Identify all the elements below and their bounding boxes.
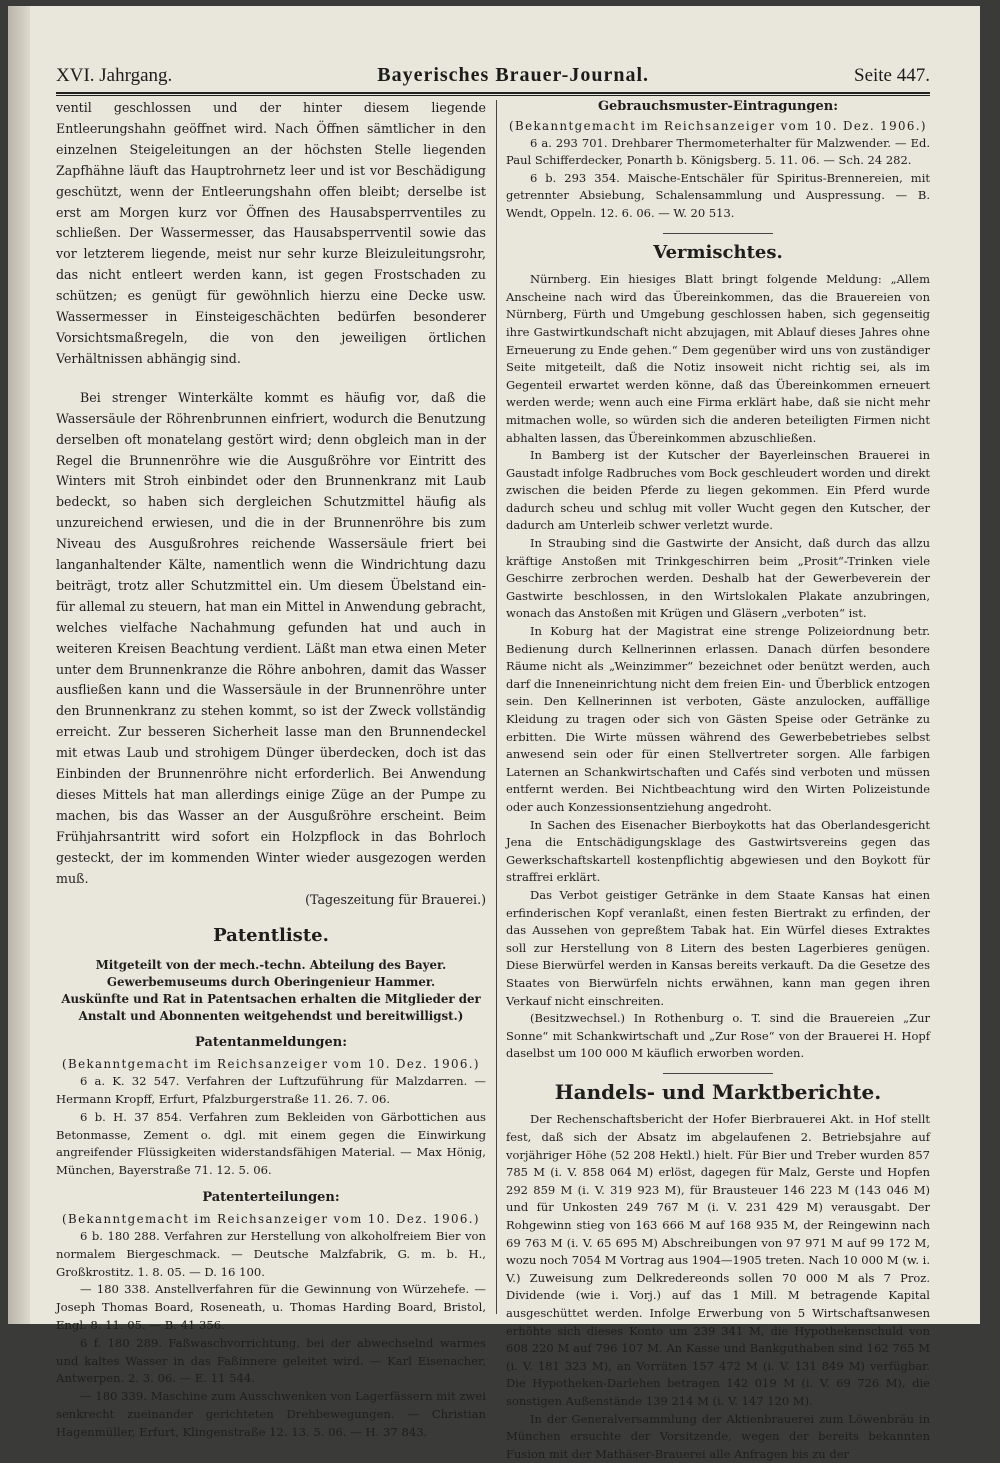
article-source-credit: (Tageszeitung für Brauerei.)	[305, 891, 486, 907]
page-binding-edge	[8, 6, 30, 1324]
column-divider	[496, 100, 497, 1314]
article-paragraph-1: ventil geschlossen und der hinter diesem liegende Entleerungshahn geöffnet wird. Nach Öffnen sämtlicher in den einzelnen Steigeleitungen an der höchsten Stelle liegenden Zapfhähne läuft das Hauptrohrnetz leer und ist vor Beschädigung geschützt, wenn der Entleerungshahn offen bleibt; derselbe ist erst am Morgen kurz vor Öffnen des Hausabsperrventiles zu schließen. Der Wassermesser, das Hausabsperrventil sowie das vor letzterem liegende, meist nur sehr kurze Bleizuleitungsrohr, das nicht entleert werden kann, ist gegen Frostschaden zu schützen; es genügt für gewöhnlich hierzu eine Decke usw. Wassermesser in Einsteigeschächten bedürfen besonderer Vorsichtsmaßregeln, die von den jeweiligen örtlichen Verhältnissen abhängig sind.	[56, 100, 486, 366]
article-paragraph-2: Bei strenger Winterkälte kommt es häufig vor, daß die Wassersäule der Röhrenbrunnen einfriert, wodurch die Benutzung derselben oft monatelang gestört wird; denn obgleich man in der Regel die Brunnenröhre wie die Ausgußröhre vor Eintritt des Winters mit Stroh einbindet oder den Brunnenkranz mit Laub bedeckt, so haben sich dergleichen Schutzmittel häufig als unzureichend erwiesen, und die in der Brunnenröhre bis zum Niveau des Ausgußrohres reichende Wassersäule friert bei langanhaltender Kälte, namentlich wenn die Windrichtung dazu beiträgt, trotz aller Schutzmittel ein. Um diesem Übelstand ein- für allemal zu steuern, hat man ein Mittel in Anwendung gebracht, welches vielfache Nachahmung gefunden hat und auch in weiteren Kreisen Beachtung verdient. Läßt man etwa einen Meter unter dem Brunnenkranze die Röhre anbohren, damit das Wasser ausfließen kann und die Wassersäule in der Brunnenröhre unter den Brunnenkranz zu stehen kommt, so ist der Zweck vollständig erreicht. Zur besseren Sicherheit lasse man den Brunnendeckel mit etwas Laub und strohigem Dünger überdecken, doch ist das Einbinden der Brunnenröhre nicht erforderlich. Bei Anwendung dieses Mittels hat man allerdings einige Züge an der Pumpe zu machen, bis das Wasser an der Ausgußröhre erscheint. Beim Frühjahrsantritt wird sofort ein Holzpflock in das Bohrloch gesteckt, der im kommenden Winter wieder ausgezogen werden muß.	[56, 389, 486, 886]
list-item: — 180 338. Anstellverfahren für die Gewinnung von Würzehefe. — Joseph Thomas Board, Roseneath, u. Thomas Harding Board, Bristol, Engl. 8. 11. 05. — B. 41 356.	[56, 1282, 486, 1332]
news-item: In Straubing sind die Gastwirte der Ansicht, daß durch das allzu kräftige Anstoßen mit Trinkgeschirren beim „Prosit“-Trinken viele Geschirre zerbrochen werden. Deshalb hat der Gewerbeverein der Gastwirte beschlossen, in den Wirtslokalen Plakate anzubringen, wonach das Anstoßen mit Krügen und Gläsern „verboten“ ist.	[506, 536, 930, 621]
section-divider	[663, 1073, 773, 1074]
patent-list-heading: Patentliste.	[213, 925, 329, 947]
miscellaneous-heading: Vermischtes.	[653, 241, 783, 263]
list-item: 6 a. K. 32 547. Verfahren der Luftzuführung für Malzdarren. — Hermann Kropff, Erfurt, Pfalzburgerstraße 11. 26. 7. 06.	[56, 1074, 486, 1107]
right-column	[506, 98, 930, 1461]
market-reports-heading: Handels- und Marktberichte.	[554, 1079, 882, 1104]
news-item: Nürnberg. Ein hiesiges Blatt bringt folgende Meldung: „Allem Anscheine nach wird das Übereinkommen, das die Brauereien von Nürnberg, Fürth und Umgebung geschlossen haben, sich gegenseitig ihre Gastwirtkundschaft nicht abzujagen, mit Ablauf dieses Jahres ohne Erneuerung zu Ende gehen.“ Dem gegenüber wird uns von zuständiger Seite mitgeteilt, daß die Notiz insoweit nicht richtig sei, als im Gegenteil erwartet werden könne, daß das Übereinkommen erneuert werden werde; wenn auch eine Firma erklärt habe, daß sie nicht mehr mitmachen wolle, so würden sich die anderen beteiligten Firmen nicht abhalten lassen, das Übereinkommen abzuschließen.	[506, 272, 930, 445]
page-header	[56, 64, 930, 88]
news-item: (Besitzwechsel.) In Rothenburg o. T. sind die Brauereien „Zur Sonne“ mit Schankwirtschaft und „Zur Rose“ von der Brauerei H. Hopf daselbst um 100 000 M käuflich erworben worden.	[506, 1011, 930, 1061]
utility-models-heading: Gebrauchsmuster-Eintragungen:	[597, 99, 839, 114]
header-volume: XVI. Jahrgang.	[56, 65, 173, 86]
header-page-number: Seite 447.	[854, 65, 930, 86]
news-item: Das Verbot geistiger Getränke in dem Staate Kansas hat einen erfinderischen Kopf veranlaßt, einen festen Biertrakt zu erfinden, der das Aussehen von gepreßtem Tabak hat. Ein Würfel dieses Extraktes soll zur Herstellung von 8 Litern des besten Lagerbieres genügen. Diese Bierwürfel werden in Kansas bereits verkauft. Da die Gesetze des Staates von Bierwürfeln nichts erwähnen, kann man gegen ihren Verkauf nicht einschreiten.	[506, 887, 930, 1008]
list-item: 6 b. H. 37 854. Verfahren zum Bekleiden von Gärbottichen aus Betonmasse, Zement o. dgl. mit einem gegen die Einwirkung angreifender Flüssigkeiten widerstandsfähigen Material. — Max Hönig, München, Bayerstraße 71. 12. 5. 06.	[56, 1109, 486, 1178]
patent-list-info-1: Mitgeteilt von der mech.-techn. Abteilung des Bayer. Gewerbemuseums durch Oberingenieur Hammer.	[95, 958, 447, 990]
list-item: 6 b. 180 288. Verfahren zur Herstellung von alkoholfreiem Bier von normalem Biergeschmack. — Deutsche Malzfabrik, G. m. b. H., Großkrostitz. 1. 8. 05. — D. 16 100.	[56, 1228, 486, 1279]
patent-grants-list	[56, 1228, 486, 1442]
header-journal-title: Bayerisches Brauer-Journal.	[377, 64, 650, 86]
news-item: In Sachen des Eisenacher Bierboykotts hat das Oberlandesgericht Jena die Entschädigungsklage des Gastwirtsvereins gegen das Gewerkschaftskartell kostenpflichtig abgewiesen und den Boykott für straffrei erklärt.	[506, 817, 930, 885]
utility-models-note: (Bekanntgemacht im Reichsanzeiger vom 10. Dez. 1906.)	[509, 118, 927, 133]
section-divider	[663, 233, 773, 234]
patent-applications-heading: Patentanmeldungen:	[194, 1035, 348, 1051]
list-item: 6 f. 180 289. Faßwaschvorrichtung, bei der abwechselnd warmes und kaltes Wasser in das Faßinnere geleitet wird. — Karl Eisenacher, Antwerpen. 2. 3. 06. — E. 11 544.	[56, 1335, 486, 1386]
patent-applications-note: (Bekanntgemacht im Reichsanzeiger vom 10. Dez. 1906.)	[62, 1057, 480, 1072]
market-report-paragraph: In der Generalversammlung der Aktienbrauerei zum Löwenbräu in München ersuchte der Vorsitzende, wegen der bereits bekannten Fusion mit der Mathäser-Brauerei alle Anfragen bis zu der	[506, 1411, 930, 1461]
market-report-paragraph: Der Rechenschaftsbericht der Hofer Bierbrauerei Akt. in Hof stellt fest, daß sich der Absatz im abgelaufenen 2. Betriebsjahre auf vorjähriger Höhe (52 208 Hektl.) hielt. Für Bier und Treber wurden 857 785 M (i. V. 858 064 M) erlöst, dagegen für Malz, Gerste und Hopfen 292 859 M (i. V. 319 923 M), für Brausteuer 146 223 M (143 046 M) und für Unkosten 249 767 M (i. V. 231 429 M) verausgabt. Der Rohgewinn stieg von 163 666 M auf 168 935 M, der Reingewinn nach 69 763 M (i. V. 65 695 M) Abschreibungen von 97 971 M auf 99 172 M, wozu noch 7054 M Vortrag aus 1904—1905 treten. Nach 10 000 M (w. i. V.) Zuweisung zum Delkredereonds sollen 70 000 M als 7 Proz. Dividende (wie i. Vorj.) auf das 1 Mill. M betragende Kapital ausgeschüttet werden. Infolge Erwerbung von 5 Wirtschaftsanwesen erhöhte sich dieses Konto um 239 341 M, die Hypothekenschuld von 608 220 M auf 796 107 M. An Kasse und Bankguthaben sind 162 765 M (i. V. 181 323 M), an Vorräten 157 472 M (i. V. 131 849 M) verfügbar. Die Hypotheken-Darlehen betragen 142 019 M (i. V. 69 726 M), die sonstigen Außenstände 139 214 M (i. V. 147 120 M).	[506, 1112, 930, 1408]
list-item: — 180 339. Maschine zum Ausschwenken von Lagerfässern mit zwei senkrecht zueinander gerichteten Drehbewegungen. — Christian Hagenmüller, Erfurt, Klingenstraße 12. 13. 5. 06. — H. 37 843.	[56, 1389, 486, 1439]
journal-page	[8, 6, 980, 1461]
patent-list-info-2: Auskünfte und Rat in Patentsachen erhalten die Mitglieder der Anstalt und Abonnenten weitgehendst und bereitwilligst.)	[61, 992, 481, 1024]
list-item: 6 a. 293 701. Drehbarer Thermometerhalter für Malzwender. — Ed. Paul Schifferdecker, Ponarth b. Königsberg. 5. 11. 06. — Sch. 24 282.	[506, 135, 930, 168]
list-item: 6 b. 293 354. Maische-Entschäler für Spiritus-Brennereien, mit getrennter Absiebung, Schalensammlung und Auspressung. — B. Wendt, Oppeln. 12. 6. 06. — W. 20 513.	[506, 170, 930, 220]
patent-applications-list	[56, 1073, 486, 1180]
patent-grants-note: (Bekanntgemacht im Reichsanzeiger vom 10. Dez. 1906.)	[62, 1211, 480, 1226]
left-column	[56, 98, 486, 1439]
news-item: In Bamberg ist der Kutscher der Bayerleinschen Brauerei in Gaustadt infolge Radbruches vom Bock geschleudert worden und direkt zwischen die beiden Pferde zu liegen gekommen. Ein Pferd wurde dadurch scheu und schlug mit voller Wucht gegen den Kutscher, der dadurch am Unterleib schwer verletzt wurde.	[506, 448, 930, 533]
patent-grants-heading: Patenterteilungen:	[202, 1190, 340, 1206]
news-item: In Koburg hat der Magistrat eine strenge Polizeiordnung betr. Bedienung durch Kellnerinnen erlassen. Danach dürfen besondere Räume nicht als „Weinzimmer“ bezeichnet oder benützt werden, auch darf die Inneneinrichtung nicht dem freien Ein- und Überblick entzogen sein. Den Kellnerinnen ist verboten, Gäste anzulocken, auffällige Kleidung zu tragen oder sich von Gästen Speise oder Getränke zu erbitten. Die Wirte müssen während des Gewerbebetriebes selbst anwesend sein oder für einen Stellvertreter sorgen. Alle farbigen Laternen an Schankwirtschaften und Cafés sind verboten und müssen entfernt werden. Bei Nichtbeachtung wird den Wirten Polizeistunde oder auch Konzessionsentziehung angedroht.	[506, 624, 930, 814]
header-rule	[56, 92, 930, 96]
